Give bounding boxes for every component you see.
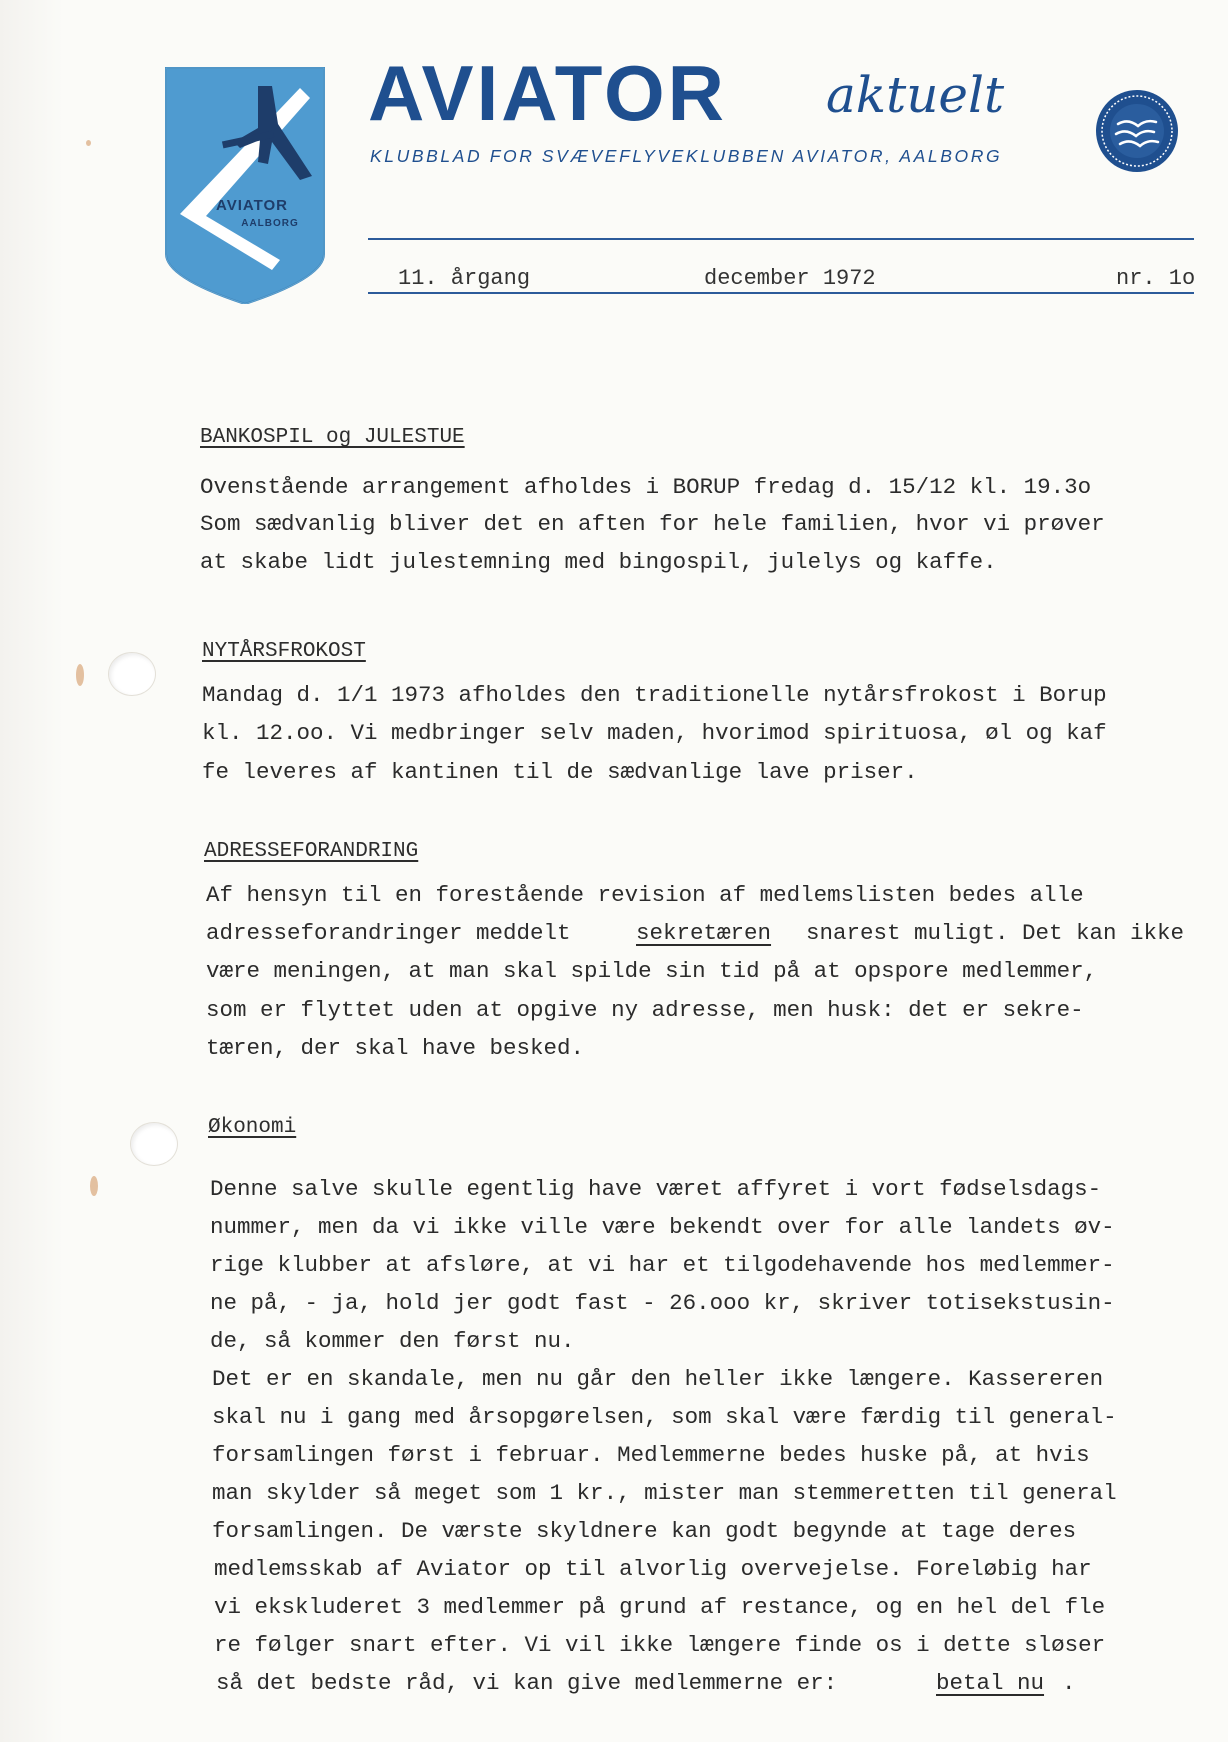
section-heading-adresseforandring: ADRESSEFORANDRING [204,840,419,863]
body-line: Som sædvanlig bliver det en aften for hele familien, hvor vi prøver [200,511,1105,537]
body-line: kl. 12.oo. Vi medbringer selv maden, hvorimod spirituosa, øl og kaf [202,720,1107,746]
rust-mark [86,140,91,146]
issue-number: nr. 1o [1116,266,1196,291]
body-line: Denne salve skulle egentlig have været affyret i vort fødselsdags- [210,1176,1102,1202]
rust-mark [76,664,84,686]
body-line: de, så kommer den først nu. [210,1328,575,1354]
body-line: tæren, der skal have besked. [206,1035,585,1061]
issue-volume: 11. årgang [398,266,531,291]
punch-hole-upper [108,652,156,696]
logo-text-aalborg: AALBORG [241,218,299,229]
masthead-subtitle: KLUBBLAD FOR SVÆVEFLYVEKLUBBEN AVIATOR, AALBORG [370,146,1003,166]
body-line: Mandag d. 1/1 1973 afholdes den traditionelle nytårsfrokost i Borup [202,682,1107,708]
body-line: skal nu i gang med årsopgørelsen, som skal være færdig til general- [212,1404,1117,1430]
body-line: Ovenstående arrangement afholdes i BORUP fredag d. 15/12 kl. 19.3o [200,474,1092,500]
logo-text-aviator: AVIATOR [215,197,289,214]
page-edge [0,0,64,1742]
punch-hole-lower [130,1122,178,1166]
body-line: rige klubber at afsløre, at vi har et tilgodehavende hos medlemmer- [210,1252,1115,1278]
club-seal-icon [1094,88,1180,174]
body-line: vi ekskluderet 3 medlemmer på grund af restance, og en hel del fle [214,1594,1106,1620]
body-line: man skylder så meget som 1 kr., mister man stemmeretten til general [212,1480,1117,1506]
body-line: nummer, men da vi ikke ville være bekendt over for alle landets øv- [210,1214,1115,1240]
masthead-title-script: aktuelt [826,66,1005,124]
body-line: Det er en skandale, men nu går den heller ikke længere. Kassereren [212,1366,1104,1392]
body-line: forsamlingen. De værste skyldnere kan godt begynde at tage deres [212,1518,1077,1544]
aviator-logo-shield [160,64,330,304]
header-rule-top [368,238,1194,240]
masthead-title: AVIATOR [368,49,728,137]
body-line: være meningen, at man skal spilde sin tid på at opspore medlemmer, [206,958,1098,984]
body-line: som er flyttet uden at opgive ny adresse, men husk: det er sekre- [206,997,1084,1023]
body-line: ne på, - ja, hold jer godt fast - 26.ooo kr, skriver totisekstusin- [210,1290,1115,1316]
body-line: så det bedste råd, vi kan give medlemmerne er: [216,1670,838,1696]
body-line: medlemsskab af Aviator op til alvorlig overvejelse. Foreløbig har [214,1556,1092,1582]
section-heading-nytarsfrokost: NYTÅRSFROKOST [202,640,366,663]
body-line-underlined-betal-nu: betal nu [936,1670,1045,1696]
rust-mark [90,1176,98,1196]
section-heading-okonomi: Økonomi [208,1116,297,1139]
body-line: Af hensyn til en forestående revision af medlemslisten bedes alle [206,882,1084,908]
body-line-period: . [1062,1670,1076,1696]
body-line: at skabe lidt julestemning med bingospil, julelys og kaffe. [200,549,997,575]
body-line: snarest muligt. Det kan ikke [806,920,1185,946]
body-line: forsamlingen først i februar. Medlemmerne bedes huske på, at hvis [212,1442,1090,1468]
header-rule-bottom [368,292,1194,294]
body-line-underlined-sekretaeren: sekretæren [636,920,772,946]
body-line: adresseforandringer meddelt [206,920,571,946]
issue-date: december 1972 [704,266,876,291]
section-heading-bankospil: BANKOSPIL og JULESTUE [200,426,465,449]
body-line: fe leveres af kantinen til de sædvanlige lave priser. [202,759,918,785]
body-line: re følger snart efter. Vi vil ikke længere finde os i dette sløser [214,1632,1106,1658]
